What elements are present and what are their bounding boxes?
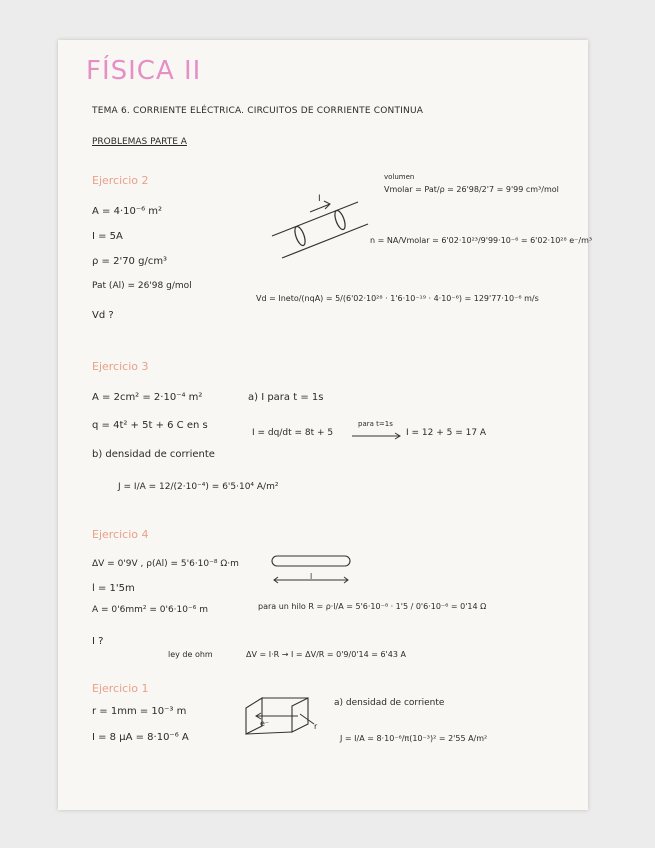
ej3-part-b: b) densidad de corriente [92,449,215,460]
exercise-3-heading: Ejercicio 3 [92,360,149,373]
electron-label: e⁻ [260,719,270,728]
exercise-2-heading: Ejercicio 2 [92,174,149,187]
wire-current-label: I [318,194,321,204]
ej4-line: l = 1'5m [92,583,135,594]
volumen-note: volumen [384,173,415,181]
ej3-line: q = 4t² + 5t + 6 C en s [92,420,208,431]
ej2-line: Vd ? [92,310,114,321]
ej2-line: Pat (Al) = 26'98 g/mol [92,281,192,291]
ej3-arrow [352,432,402,440]
exercise-1-heading: Ejercicio 1 [92,682,149,695]
wire-length-label: l [310,572,313,581]
ej4-line: I ? [92,636,104,647]
problems-heading: PROBLEMAS PARTE A [92,137,187,147]
drift-velocity-eq: Vd = Ineto/(nqA) = 5/(6'02·10²⁸ · 1'6·10⁻¹⁹ · 4·10⁻⁶) = 129'77·10⁻⁶ m/s [256,294,539,303]
wire-figure [268,196,378,266]
page-title: FÍSICA II [86,56,202,86]
topic-title: TEMA 6. CORRIENTE ELÉCTRICA. CIRCUITOS DE CORRIENTE CONTINUA [92,106,424,116]
ej2-line: I = 5A [92,231,123,242]
ej4-resistance-eq: para un hilo R = ρ·l/A = 5'6·10⁻⁸ · 1'5 / 0'6·10⁻⁶ = 0'14 Ω [258,602,487,611]
cylinder-figure [242,696,322,736]
vmolar-eq: Vmolar = Pat/ρ = 26'98/2'7 = 9'99 cm³/mol [384,185,559,194]
radius-label: r [314,722,318,731]
ej4-line: ΔV = 0'9V , ρ(Al) = 5'6·10⁻⁸ Ω·m [92,559,239,569]
ej4-line: A = 0'6mm² = 0'6·10⁻⁶ m [92,605,208,615]
ej1-density-eq: J = I/A = 8·10⁻⁶/π(10⁻³)² = 2'55 A/m² [340,734,488,743]
ej1-line: I = 8 μA = 8·10⁻⁶ A [92,732,189,743]
wire-segment-figure [268,554,358,586]
ej1-part-a: a) densidad de corriente [334,698,445,708]
ej4-ohm-eq: ΔV = I·R → I = ΔV/R = 0'9/0'14 = 6'43 A [246,650,406,659]
ej3-current-eq: I = dq/dt = 8t + 5 [252,428,334,438]
ej3-arrow-label: para t=1s [358,420,393,428]
ej4-ohm-label: ley de ohm [168,650,213,659]
ej2-line: A = 4·10⁻⁶ m² [92,206,163,217]
ej3-density-eq: J = I/A = 12/(2·10⁻⁴) = 6'5·10⁴ A/m² [118,482,279,492]
ej2-line: ρ = 2'70 g/cm³ [92,256,168,267]
ej3-part-a: a) I para t = 1s [248,392,324,403]
ej1-line: r = 1mm = 10⁻³ m [92,706,187,717]
ej3-line: A = 2cm² = 2·10⁻⁴ m² [92,392,203,403]
exercise-4-heading: Ejercicio 4 [92,528,149,541]
density-eq: n = NA/Vmolar = 6'02·10²³/9'99·10⁻⁶ = 6'02·10²⁸ e⁻/m³ [370,236,593,245]
ej3-current-result: I = 12 + 5 = 17 A [406,428,487,438]
